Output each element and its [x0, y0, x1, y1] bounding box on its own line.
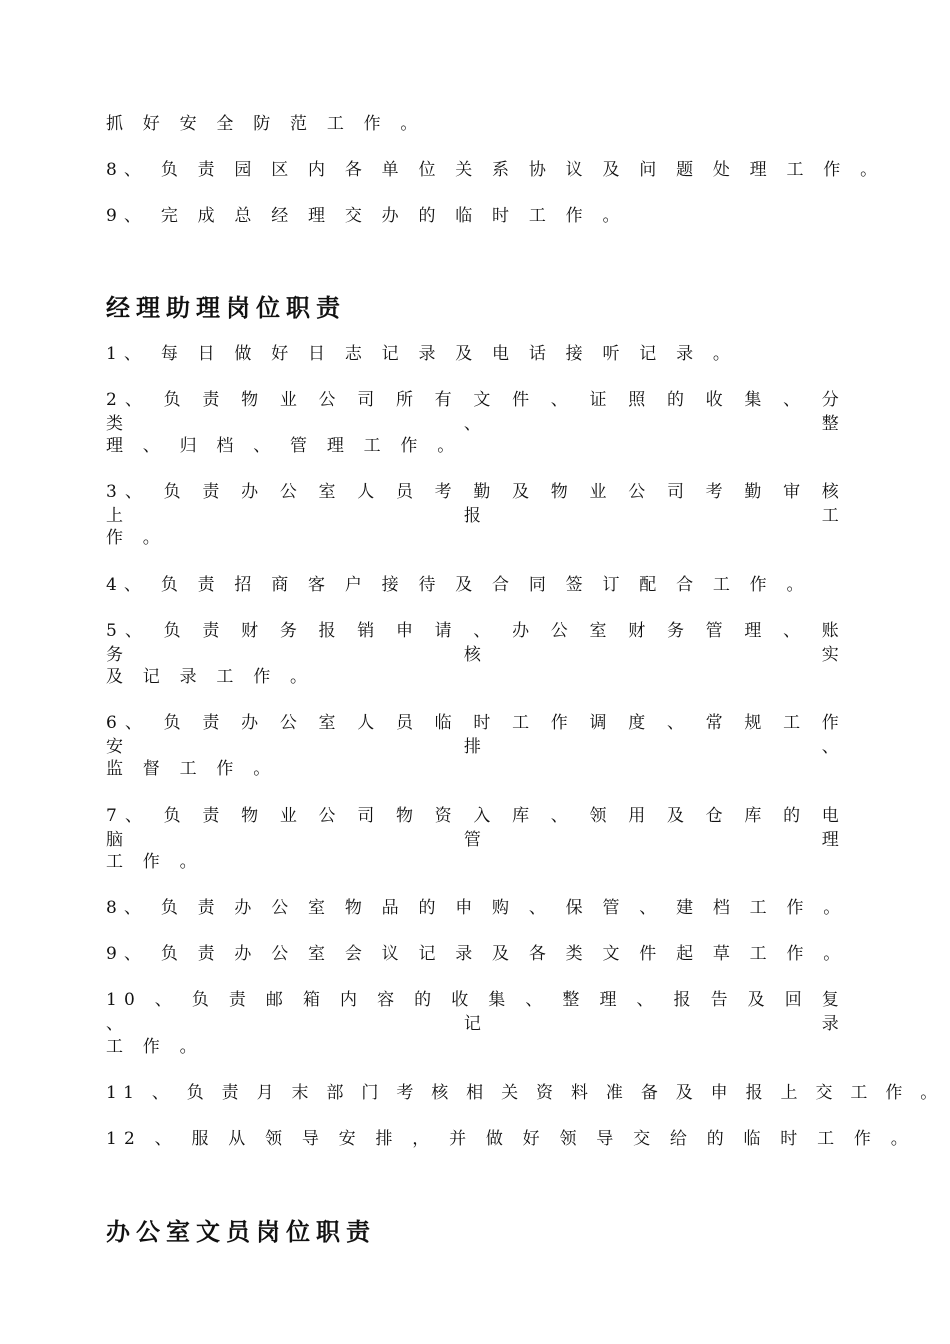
- body-line: 8、 负 责 园 区 内 各 单 位 关 系 协 议 及 问 题 处 理 工 作 。: [106, 160, 885, 180]
- body-line: 12 、 服 从 领 导 安 排 ， 并 做 好 领 导 交 给 的 临 时 工 作 。: [106, 1129, 915, 1149]
- body-line: 1、 每 日 做 好 日 志 记 录 及 电 话 接 听 记 录 。: [106, 344, 738, 364]
- body-line: 监 督 工 作 。: [106, 759, 278, 779]
- body-line: 8、 负 责 办 公 室 物 品 的 申 购 、 保 管 、 建 档 工 作 。: [106, 898, 848, 918]
- body-line: 抓 好 安 全 防 范 工 作 。: [106, 114, 425, 134]
- body-line: 作 。: [106, 528, 168, 548]
- body-line: 及 记 录 工 作 。: [106, 667, 315, 687]
- body-line: 工 作 。: [106, 852, 204, 872]
- section-heading: 办公室文员岗位职责: [106, 1218, 376, 1246]
- body-line: 2、 负 责 物 业 公 司 所 有 文 件 、 证 照 的 收 集 、 分 类 、 整: [106, 390, 846, 434]
- body-line: 9、 完 成 总 经 理 交 办 的 临 时 工 作 。: [106, 206, 627, 226]
- body-line: 3、 负 责 办 公 室 人 员 考 勤 及 物 业 公 司 考 勤 审 核 上 报 工: [106, 482, 846, 526]
- body-line: 6、 负 责 办 公 室 人 员 临 时 工 作 调 度 、 常 规 工 作 安 排 、: [106, 713, 846, 757]
- body-line: 10 、 负 责 邮 箱 内 容 的 收 集 、 整 理 、 报 告 及 回 复 、 记 录: [106, 990, 846, 1034]
- body-line: 工 作 。: [106, 1037, 204, 1057]
- body-line: 7、 负 责 物 业 公 司 物 资 入 库 、 领 用 及 仓 库 的 电 脑 管 理: [106, 806, 846, 850]
- body-line: 4、 负 责 招 商 客 户 接 待 及 合 同 签 订 配 合 工 作 。: [106, 575, 811, 595]
- body-line: 5、 负 责 财 务 报 销 申 请 、 办 公 室 财 务 管 理 、 账 务 核 实: [106, 621, 846, 665]
- body-line: 11 、 负 责 月 末 部 门 考 核 相 关 资 料 准 备 及 申 报 上 交 工 作 。: [106, 1083, 944, 1103]
- body-line: 理 、 归 档 、 管 理 工 作 。: [106, 436, 462, 456]
- body-line: 9、 负 责 办 公 室 会 议 记 录 及 各 类 文 件 起 草 工 作 。: [106, 944, 848, 964]
- section-heading: 经理助理岗位职责: [106, 294, 346, 322]
